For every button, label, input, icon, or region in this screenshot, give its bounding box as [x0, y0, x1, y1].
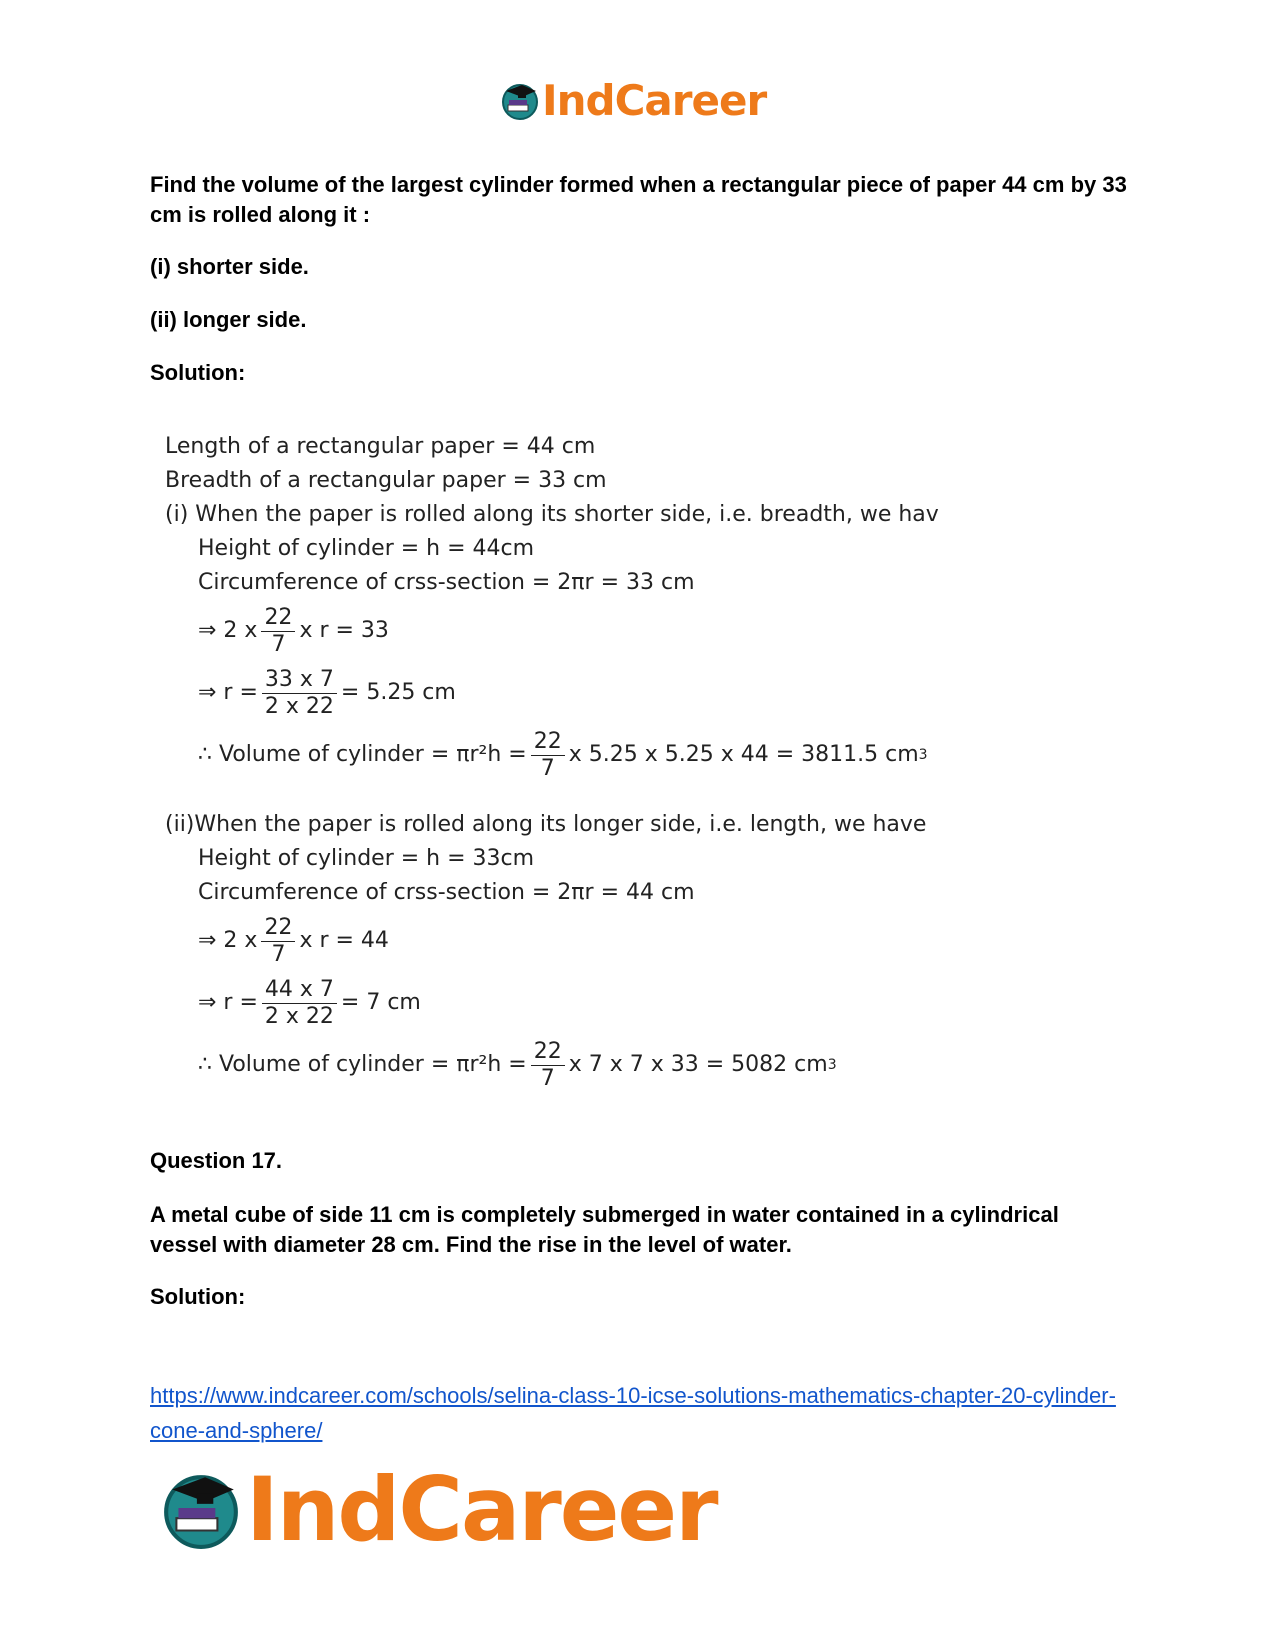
- question-17-label: Question 17.: [150, 1148, 283, 1173]
- graduation-globe-icon: [500, 81, 540, 121]
- source-link[interactable]: https://www.indcareer.com/schools/selina-class-10-icse-solutions-mathematics-chapter-20-cylinder-cone-and-sphere/: [150, 1383, 1116, 1443]
- solution-16-part-ii: [165, 808, 1005, 1096]
- part-i-height: Height of cylinder = h = 44cm: [198, 536, 535, 561]
- part-i-volume: [165, 724, 1005, 786]
- eq-text: ⇒ r =: [198, 990, 258, 1015]
- part-ii-volume: [165, 1034, 1005, 1096]
- fraction: [262, 667, 337, 720]
- part-i-equation-1: [165, 600, 1005, 662]
- part-i-circumference: Circumference of crss-section = 2πr = 33 cm: [198, 570, 695, 595]
- eq-text: x r = 33: [299, 618, 389, 643]
- part-i-intro: (i) When the paper is rolled along its shorter side, i.e. breadth, we hav: [165, 502, 939, 527]
- denominator: 7: [271, 631, 286, 657]
- fraction: [261, 915, 295, 968]
- unit-exponent: 3: [918, 747, 928, 763]
- eq-text: = 7 cm: [340, 990, 421, 1015]
- eq-text: = 5.25 cm: [340, 680, 456, 705]
- part-ii-equation-2: [165, 972, 1005, 1034]
- part-ii-height: Height of cylinder = h = 33cm: [198, 846, 535, 871]
- eq-text: ⇒ r =: [198, 680, 258, 705]
- eq-text: ⇒ 2 x: [198, 618, 258, 643]
- part-ii-intro: (ii)When the paper is rolled along its longer side, i.e. length, we have: [165, 812, 927, 837]
- fraction: [262, 977, 337, 1030]
- numerator: 22: [261, 605, 295, 632]
- eq-text: ⇒ 2 x: [198, 928, 258, 953]
- brand-name: IndCareer: [246, 1458, 717, 1561]
- denominator: 7: [540, 1065, 555, 1091]
- header-logo: [500, 76, 766, 125]
- denominator: 2 x 22: [264, 693, 334, 719]
- numerator: 22: [261, 915, 295, 942]
- denominator: 7: [540, 755, 555, 781]
- eq-text: ∴ Volume of cylinder = πr²h =: [198, 742, 527, 767]
- question-16-part-ii: (ii) longer side.: [150, 307, 307, 332]
- question-17-text: A metal cube of side 11 cm is completely submerged in water contained in a cylindrical vessel with diameter 28 cm. Find the rise in the level of water.: [150, 1202, 1059, 1257]
- part-ii-circumference: Circumference of crss-section = 2πr = 44 cm: [198, 880, 695, 905]
- fraction: [261, 605, 295, 658]
- eq-text: x 5.25 x 5.25 x 44 = 3811.5 cm: [568, 742, 919, 767]
- question-16-text: Find the volume of the largest cylinder formed when a rectangular piece of paper 44 cm by 33 cm is rolled along it :: [150, 172, 1127, 227]
- eq-text: ∴ Volume of cylinder = πr²h =: [198, 1052, 527, 1077]
- fraction: [531, 729, 565, 782]
- numerator: 44 x 7: [262, 977, 337, 1004]
- fraction: [531, 1039, 565, 1092]
- denominator: 2 x 22: [264, 1003, 334, 1029]
- part-ii-equation-1: [165, 910, 1005, 972]
- breadth-line: Breadth of a rectangular paper = 33 cm: [165, 468, 607, 493]
- denominator: 7: [271, 941, 286, 967]
- graduation-globe-icon: [160, 1469, 242, 1551]
- solution-16-part-i: [165, 430, 1005, 786]
- numerator: 33 x 7: [262, 667, 337, 694]
- eq-text: x r = 44: [299, 928, 389, 953]
- length-line: Length of a rectangular paper = 44 cm: [165, 434, 596, 459]
- question-16-part-i: (i) shorter side.: [150, 254, 309, 279]
- numerator: 22: [531, 1039, 565, 1066]
- part-i-equation-2: [165, 662, 1005, 724]
- brand-name: IndCareer: [542, 76, 767, 125]
- solution-label-17: Solution:: [150, 1284, 246, 1309]
- eq-text: x 7 x 7 x 33 = 5082 cm: [568, 1052, 828, 1077]
- unit-exponent: 3: [827, 1057, 837, 1073]
- footer-logo: [160, 1458, 717, 1561]
- solution-label-16: Solution:: [150, 360, 246, 385]
- numerator: 22: [531, 729, 565, 756]
